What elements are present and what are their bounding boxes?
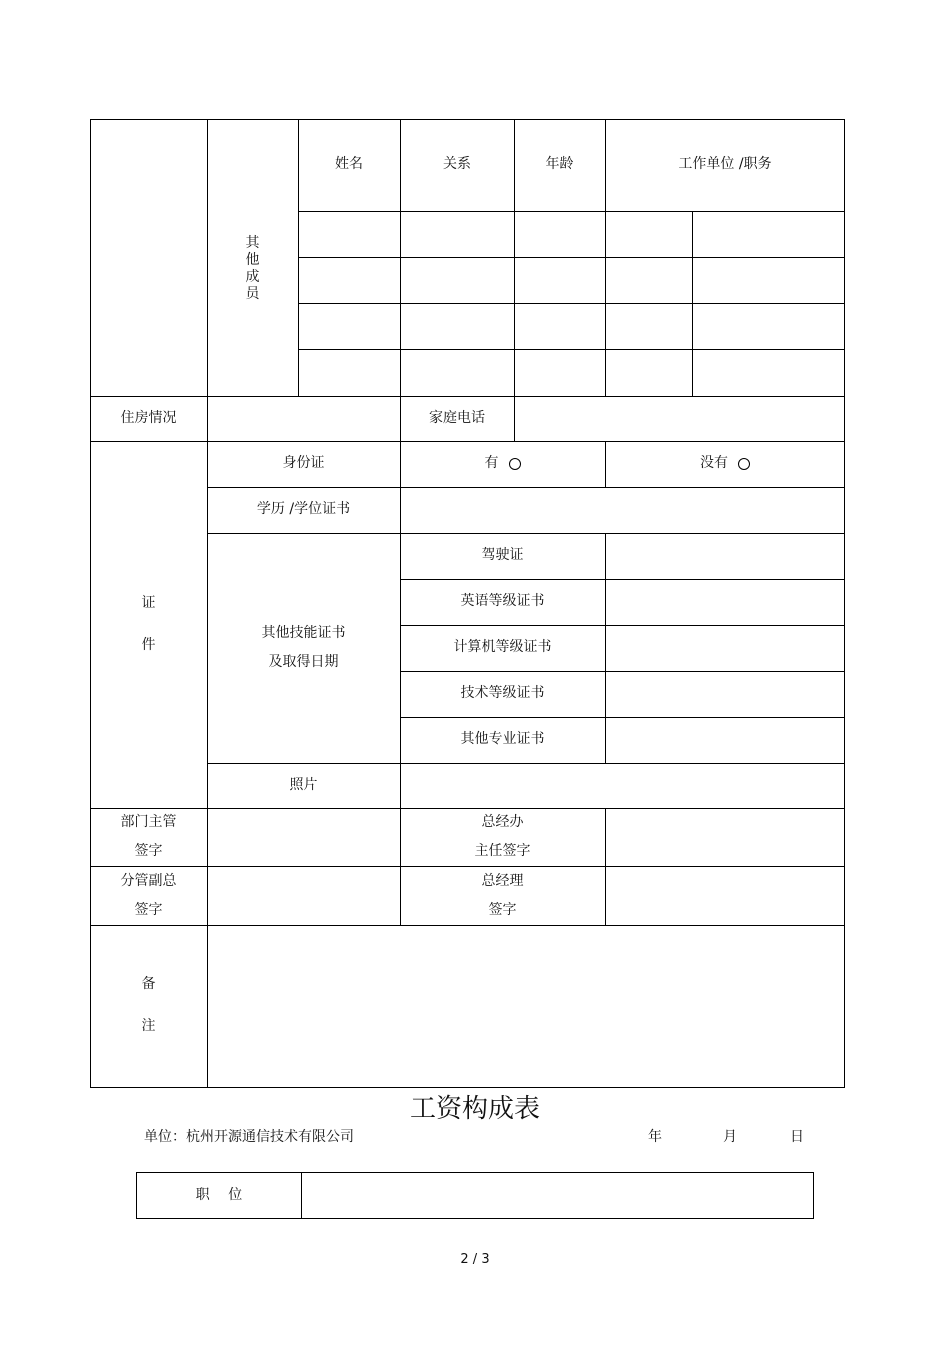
- grid-line: [605, 533, 606, 763]
- skills-label-line: 及取得日期: [268, 654, 339, 670]
- label-line: 签字: [134, 901, 163, 918]
- radio-circle-icon[interactable]: [738, 458, 750, 470]
- salary-table-title: 工资构成表: [409, 1094, 540, 1124]
- header-age: 年龄: [545, 156, 574, 173]
- label-char: 员: [245, 285, 260, 302]
- header-employer-position: 工作单位 /职务: [678, 156, 772, 173]
- grid-line: [298, 349, 845, 350]
- degree-label: 学历 /学位证书: [256, 501, 351, 518]
- date-year-label: 年: [648, 1129, 662, 1145]
- photo-label: 照片: [289, 776, 318, 793]
- label-line: 主任签字: [474, 843, 531, 859]
- label-line: 总经理: [481, 872, 524, 889]
- label-line: 部门主管: [120, 814, 177, 830]
- skill-driving-license: 驾驶证: [481, 547, 524, 564]
- no-label: 没有: [700, 455, 728, 472]
- label-char: 件: [141, 637, 156, 653]
- label-char: 他: [245, 251, 260, 268]
- office-director-sign-label: [400, 808, 605, 866]
- vice-president-sign-label: [90, 866, 207, 925]
- grid-line: [298, 211, 845, 212]
- photo-value[interactable]: [400, 763, 845, 808]
- remarks-label: [90, 965, 207, 1045]
- housing-label: 住房情况: [120, 409, 177, 426]
- skill-computer-cert: 计算机等级证书: [453, 639, 552, 656]
- skill-technical-cert: 技术等级证书: [460, 685, 545, 702]
- remarks-field[interactable]: [207, 925, 845, 1087]
- label-line: 签字: [488, 901, 517, 918]
- id-card-yes-option[interactable]: [400, 441, 605, 487]
- date-month-label: 月: [723, 1129, 737, 1145]
- label-char: 注: [141, 1018, 156, 1034]
- general-manager-sign-label: [400, 866, 605, 925]
- skills-label-line: 其他技能证书: [261, 625, 346, 641]
- label-char: 成: [245, 268, 260, 285]
- label-char: 证: [141, 595, 156, 611]
- position-label: 职 位: [195, 1186, 243, 1203]
- grid-line: [298, 303, 845, 304]
- dept-manager-sign-field[interactable]: [207, 808, 400, 866]
- page-number: 2 / 3: [460, 1252, 490, 1267]
- label-line: 签字: [134, 843, 163, 859]
- home-phone-value[interactable]: [514, 396, 845, 441]
- date-day-label: 日: [790, 1129, 804, 1145]
- header-relation: 关系: [443, 156, 471, 173]
- id-card-no-option[interactable]: [605, 441, 845, 487]
- salary-table: [136, 1172, 814, 1219]
- office-director-sign-field[interactable]: [605, 808, 845, 866]
- dept-manager-sign-label: [90, 808, 207, 866]
- family-section-label: [207, 211, 298, 326]
- grid-line: [298, 257, 845, 258]
- home-phone-label: 家庭电话: [429, 409, 485, 426]
- degree-value[interactable]: [400, 487, 845, 533]
- skill-other-professional-cert: 其他专业证书: [460, 731, 545, 748]
- id-card-label: 身份证: [282, 455, 325, 472]
- company-unit-text: 单位：杭州开源通信技术有限公司: [144, 1129, 354, 1145]
- radio-circle-icon[interactable]: [509, 458, 521, 470]
- label-char: 备: [141, 976, 156, 992]
- label-line: 总经办: [481, 814, 524, 830]
- skills-label: [207, 533, 400, 763]
- header-name: 姓名: [335, 156, 363, 173]
- label-line: 分管副总: [120, 872, 177, 889]
- position-value[interactable]: [302, 1173, 813, 1218]
- certificates-section-label: [90, 584, 207, 664]
- employee-form-table: [90, 119, 845, 1088]
- skill-english-cert: 英语等级证书: [460, 593, 545, 610]
- housing-value[interactable]: [207, 396, 400, 441]
- yes-label: 有: [484, 455, 499, 472]
- general-manager-sign-field[interactable]: [605, 866, 845, 925]
- label-char: 其: [245, 234, 260, 251]
- vice-president-sign-field[interactable]: [207, 866, 400, 925]
